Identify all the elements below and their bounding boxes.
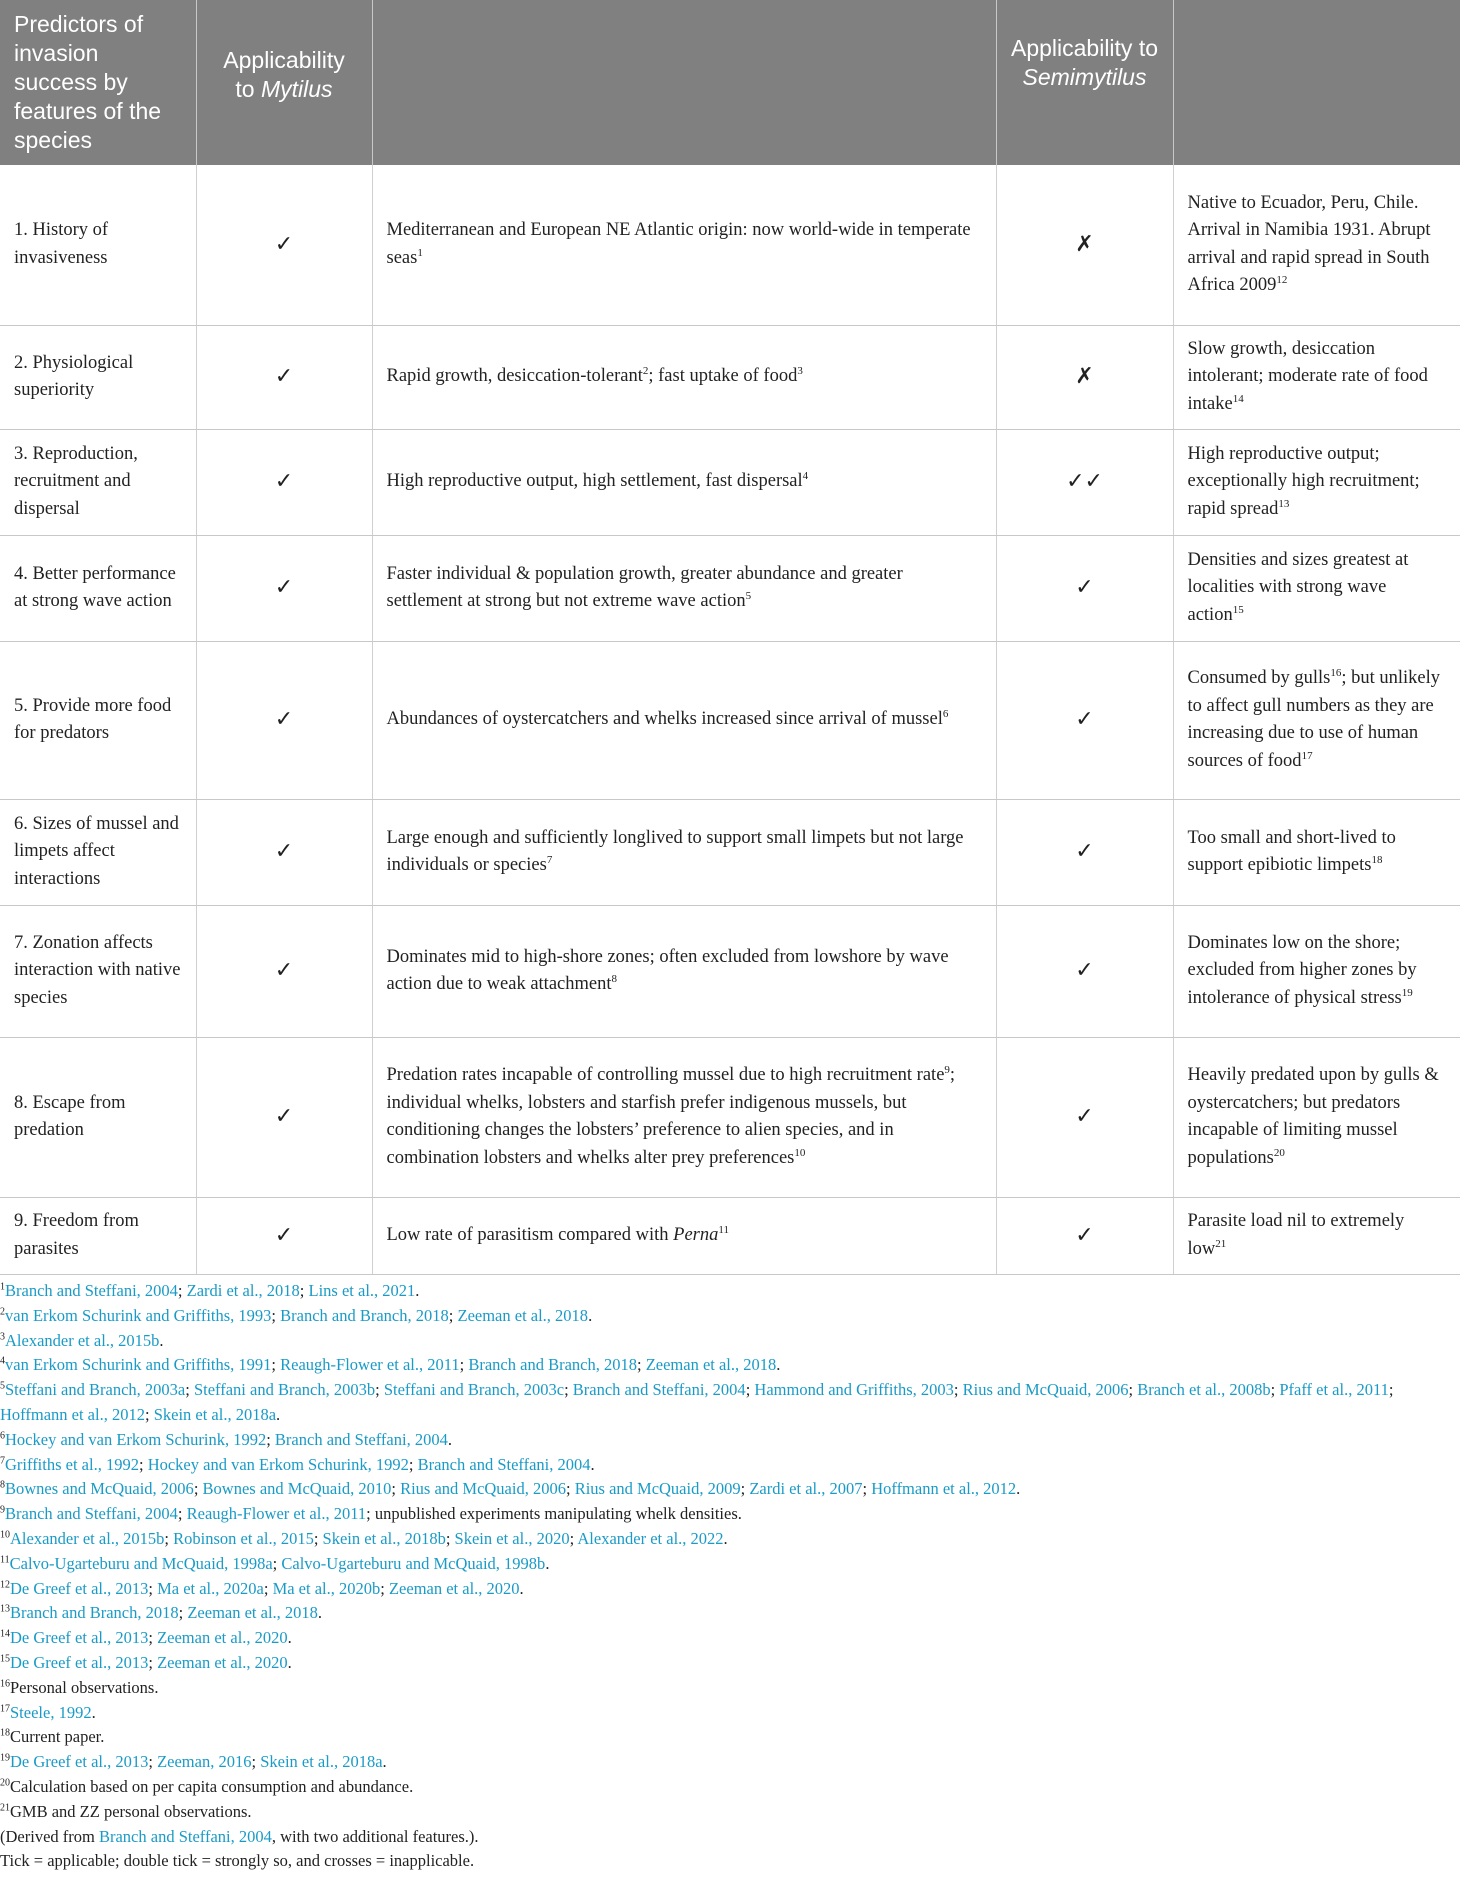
predictor-cell: 5. Provide more food for predators (0, 641, 196, 799)
header-semimytilus-notes (1173, 0, 1460, 165)
reference-link[interactable]: Alexander et al., 2015b (10, 1528, 165, 1548)
mytilus-description: Predation rates incapable of controlling mussel due to high recruitment rate$^9$; individual whelks, lobsters and starfish prefer indigenous mussels, but conditioning changes the lobsters’ preference to alien species, and in combination lobsters and whelks alter prey preferences$^{10}$ (372, 1037, 996, 1197)
footnote-number: 19 (0, 1752, 10, 1764)
mytilus-mark: ✓ (196, 535, 372, 641)
footnote-number: 4 (0, 1355, 5, 1367)
reference-link[interactable]: De Greef et al., 2013 (10, 1652, 149, 1672)
predictor-cell: 9. Freedom from parasites (0, 1197, 196, 1274)
mytilus-mark: ✓ (196, 1197, 372, 1274)
reference-link[interactable]: Robinson et al., 2015 (173, 1528, 314, 1548)
reference-link[interactable]: Hoffmann et al., 2012 (0, 1404, 145, 1424)
reference-link[interactable]: Branch and Branch, 2018 (280, 1305, 449, 1325)
header-semimytilus: Applicability to Semimytilus (996, 0, 1173, 165)
semimytilus-description: Slow growth, desiccation intolerant; moderate rate of food intake$^{14}$ (1173, 325, 1460, 429)
reference-link[interactable]: Skein et al., 2020 (454, 1528, 570, 1548)
reference-link[interactable]: Reaugh-Flower et al., 2011 (280, 1355, 460, 1375)
semimytilus-description: Too small and short-lived to support epibiotic limpets$^{18}$ (1173, 799, 1460, 905)
footnote-number: 7 (0, 1455, 5, 1467)
predictor-cell: 7. Zonation affects interaction with native species (0, 905, 196, 1037)
predictor-cell: 2. Physiological superiority (0, 325, 196, 429)
semimytilus-mark: ✗ (996, 165, 1173, 325)
reference-link[interactable]: Rius and McQuaid, 2006 (400, 1479, 566, 1499)
predictor-cell: 1. History of invasiveness (0, 165, 196, 325)
reference-link[interactable]: Rius and McQuaid, 2009 (574, 1479, 741, 1499)
mytilus-description: Low rate of parasitism compared with Perna$^{11}$ (372, 1197, 996, 1274)
semimytilus-description: Heavily predated upon by gulls & oystercatchers; but predators incapable of limiting mussel populations$^{20}$ (1173, 1037, 1460, 1197)
semimytilus-description: Dominates low on the shore; excluded from higher zones by intolerance of physical stress$^{19}$ (1173, 905, 1460, 1037)
header-mytilus: Applicability to Mytilus (196, 0, 372, 165)
footnote-number: 9 (0, 1504, 5, 1516)
footnotes (0, 1279, 1460, 1874)
mytilus-mark: ✓ (196, 905, 372, 1037)
reference-link[interactable]: Branch and Branch, 2018 (468, 1355, 637, 1375)
footnote-text: GMB and ZZ personal observations. (10, 1801, 252, 1821)
reference-link[interactable]: Branch and Steffani, 2004 (5, 1281, 178, 1300)
reference-link[interactable]: Zeeman et al., 2018 (457, 1305, 589, 1325)
table-row (0, 1037, 1460, 1197)
reference-link[interactable]: Skein et al., 2018a (260, 1752, 383, 1772)
legend-note: Tick = applicable; double tick = strongly so, and crosses = inapplicable. (0, 1851, 475, 1871)
footnote-8: $^8$Bownes and McQuaid, 2006; Bownes and McQuaid, 2010; Rius and McQuaid, 2006; Rius and McQuaid, 2009; Zardi et al., 2007; Hoffmann et al., 2012. (0, 1479, 1021, 1499)
mytilus-description: Dominates mid to high-shore zones; often excluded from lowshore by wave action due to weak attachment$^8$ (372, 905, 996, 1037)
mytilus-description: Faster individual & population growth, greater abundance and greater settlement at strong but not extreme wave action$^5$ (372, 535, 996, 641)
footnote-number: 14 (0, 1628, 10, 1640)
reference-link[interactable]: Ma et al., 2020a (157, 1578, 264, 1598)
footnote-10: $^{10}$Alexander et al., 2015b; Robinson et al., 2015; Skein et al., 2018b; Skein et al., 2020; Alexander et al., 2022. (0, 1528, 728, 1548)
predictor-cell: 3. Reproduction, recruitment and dispersal (0, 429, 196, 535)
footnote-text: Calculation based on per capita consumption and abundance. (10, 1776, 414, 1796)
reference-link[interactable]: Calvo-Ugarteburu and McQuaid, 1998a (9, 1553, 273, 1573)
mytilus-description: Rapid growth, desiccation-tolerant$^2$; fast uptake of food$^3$ (372, 325, 996, 429)
table-row (0, 641, 1460, 799)
footnote-13: $^{13}$Branch and Branch, 2018; Zeeman et al., 2018. (0, 1603, 323, 1623)
footnote-text: Current paper. (10, 1727, 105, 1747)
footnote-16 (0, 1676, 1460, 1701)
header-predictors: Predictors of invasion success by features of the species (0, 0, 196, 165)
reference-link[interactable]: Zeeman et al., 2020 (157, 1652, 288, 1672)
reference-link[interactable]: Pfaff et al., 2011 (1279, 1380, 1389, 1400)
table-row (0, 429, 1460, 535)
footnote-number: 13 (0, 1603, 10, 1615)
table-row (0, 905, 1460, 1037)
reference-link[interactable]: Branch et al., 2008b (1137, 1380, 1271, 1400)
footnote-7: $^7$Griffiths et al., 1992; Hockey and van Erkom Schurink, 1992; Branch and Steffani, 2004. (0, 1454, 595, 1474)
semimytilus-mark: ✗ (996, 325, 1173, 429)
footnote-15: $^{15}$De Greef et al., 2013; Zeeman et al., 2020. (0, 1652, 292, 1672)
footnote-14: $^{14}$De Greef et al., 2013; Zeeman et al., 2020. (0, 1628, 292, 1648)
semimytilus-mark: ✓ (996, 641, 1173, 799)
table-row (0, 165, 1460, 325)
header-mytilus-notes (372, 0, 996, 165)
reference-link[interactable]: Griffiths et al., 1992 (5, 1454, 139, 1474)
footnote-number: 20 (0, 1777, 10, 1789)
reference-link[interactable]: Steffani and Branch, 2003c (383, 1380, 565, 1400)
reference-link[interactable]: Hoffmann et al., 2012 (871, 1479, 1017, 1499)
reference-link[interactable]: van Erkom Schurink and Griffiths, 1991 (5, 1355, 272, 1375)
footnote-number: 3 (0, 1331, 5, 1343)
reference-link[interactable]: Hockey and van Erkom Schurink, 1992 (147, 1454, 409, 1474)
footnote-number: 17 (0, 1703, 10, 1715)
mytilus-mark: ✓ (196, 325, 372, 429)
reference-link[interactable]: Branch and Branch, 2018 (10, 1603, 179, 1623)
predictor-cell: 6. Sizes of mussel and limpets affect interactions (0, 799, 196, 905)
reference-link[interactable]: Steffani and Branch, 2003b (193, 1380, 376, 1400)
reference-link[interactable]: Branch and Steffani, 2004 (5, 1504, 178, 1524)
reference-link[interactable]: Steele, 1992 (10, 1702, 92, 1722)
mytilus-mark: ✓ (196, 165, 372, 325)
semimytilus-description: High reproductive output; exceptionally high recruitment; rapid spread$^{13}$ (1173, 429, 1460, 535)
mytilus-description: Abundances of oystercatchers and whelks increased since arrival of mussel$^6$ (372, 641, 996, 799)
reference-link[interactable]: Hockey and van Erkom Schurink, 1992 (5, 1429, 267, 1449)
reference-link[interactable]: Lins et al., 2021 (308, 1281, 416, 1300)
reference-link[interactable]: Branch and Steffani, 2004 (274, 1429, 448, 1449)
reference-link[interactable]: Reaugh-Flower et al., 2011 (186, 1504, 367, 1524)
predictor-cell: 8. Escape from predation (0, 1037, 196, 1197)
reference-link[interactable]: Branch and Steffani, 2004 (572, 1380, 746, 1400)
table-row (0, 799, 1460, 905)
footnote-2: $^2$van Erkom Schurink and Griffiths, 1993; Branch and Branch, 2018; Zeeman et al., 2018. (0, 1305, 593, 1325)
reference-link[interactable]: Branch and Steffani, 2004 (98, 1826, 272, 1846)
derived-prefix: (Derived from (0, 1826, 99, 1846)
reference-link[interactable]: Alexander et al., 2022 (577, 1528, 724, 1548)
footnote-text: Personal observations. (10, 1677, 159, 1697)
reference-link[interactable]: Zeeman et al., 2020 (388, 1578, 520, 1598)
reference-link[interactable]: De Greef et al., 2013 (10, 1752, 149, 1772)
footnote-5: $^5$Steffani and Branch, 2003a; Steffani and Branch, 2003b; Steffani and Branch, 2003c; Branch and Steffani, 2004; Hammond and Griffiths, 2003; Rius and McQuaid, 2006; Branch et al., 2008b; Pfaff et al., 2011; Hoffmann et al., 2012; Skein et al., 2018a. (0, 1380, 1394, 1424)
footnote-number: 6 (0, 1430, 5, 1442)
footnote-17: $^{17}$Steele, 1992. (0, 1702, 96, 1722)
reference-link[interactable]: Zeeman, 2016 (157, 1752, 252, 1772)
footnote-number: 11 (0, 1554, 10, 1566)
footnote-18 (0, 1725, 1460, 1750)
semimytilus-description: Native to Ecuador, Peru, Chile. Arrival in Namibia 1931. Abrupt arrival and rapid spread in South Africa 2009$^{12}$ (1173, 165, 1460, 325)
reference-link[interactable]: De Greef et al., 2013 (10, 1578, 149, 1598)
predictor-cell: 4. Better performance at strong wave action (0, 535, 196, 641)
reference-link[interactable]: Skein et al., 2018b (322, 1528, 446, 1548)
reference-link[interactable]: Zeeman et al., 2018 (645, 1355, 777, 1375)
semimytilus-mark: ✓ (996, 799, 1173, 905)
footnote-11: $^{11}$Calvo-Ugarteburu and McQuaid, 1998a; Calvo-Ugarteburu and McQuaid, 1998b. (0, 1553, 550, 1573)
mytilus-description: Large enough and sufficiently longlived to support small limpets but not large individuals or species$^7$ (372, 799, 996, 905)
footnote-19: $^{19}$De Greef et al., 2013; Zeeman, 2016; Skein et al., 2018a. (0, 1752, 387, 1772)
footnote-number: 18 (0, 1727, 10, 1739)
footnote-12: $^{12}$De Greef et al., 2013; Ma et al., 2020a; Ma et al., 2020b; Zeeman et al., 2020. (0, 1578, 524, 1598)
footnote-number: 16 (0, 1678, 10, 1690)
mytilus-mark: ✓ (196, 1037, 372, 1197)
footnote-20 (0, 1775, 1460, 1800)
reference-link[interactable]: Steffani and Branch, 2003a (5, 1380, 186, 1400)
mytilus-mark: ✓ (196, 799, 372, 905)
footnote-3: $^3$Alexander et al., 2015b. (0, 1330, 164, 1350)
reference-link[interactable]: Bownes and McQuaid, 2010 (202, 1479, 392, 1499)
semimytilus-description: Densities and sizes greatest at localities with strong wave action$^{15}$ (1173, 535, 1460, 641)
reference-link[interactable]: Alexander et al., 2015b (5, 1330, 160, 1350)
footnote-number: 10 (0, 1529, 10, 1541)
footnote-number: 15 (0, 1653, 10, 1665)
table-row (0, 325, 1460, 429)
mytilus-description: Mediterranean and European NE Atlantic origin: now world-wide in temperate seas$^1$ (372, 165, 996, 325)
reference-link[interactable]: Zardi et al., 2018 (186, 1281, 300, 1300)
footnote-number: 21 (0, 1802, 10, 1814)
table-row (0, 535, 1460, 641)
semimytilus-mark: ✓ (996, 1197, 1173, 1274)
reference-link[interactable]: Bownes and McQuaid, 2006 (5, 1479, 194, 1499)
footnote-9: $^9$Branch and Steffani, 2004; Reaugh-Flower et al., 2011; unpublished experiments manipulating whelk densities. (0, 1504, 742, 1524)
footnote-number: 12 (0, 1579, 10, 1591)
reference-link[interactable]: Calvo-Ugarteburu and McQuaid, 1998b (281, 1553, 546, 1573)
reference-link[interactable]: Zeeman et al., 2018 (187, 1603, 318, 1623)
semimytilus-mark: ✓ (996, 535, 1173, 641)
reference-link[interactable]: De Greef et al., 2013 (10, 1628, 149, 1648)
table-row (0, 1197, 1460, 1274)
semimytilus-description: Consumed by gulls$^{16}$; but unlikely to affect gull numbers as they are increasing due to use of human sources of food$^{17}$ (1173, 641, 1460, 799)
footnote-number: 1 (0, 1281, 5, 1293)
reference-link[interactable]: Skein et al., 2018a (153, 1404, 277, 1424)
footnote-4: $^4$van Erkom Schurink and Griffiths, 1991; Reaugh-Flower et al., 2011; Branch and Branch, 2018; Zeeman et al., 2018. (0, 1355, 781, 1375)
derived-suffix: , with two additional features.). (271, 1826, 479, 1846)
footnote-number: 2 (0, 1306, 5, 1318)
semimytilus-mark: ✓✓ (996, 429, 1173, 535)
semimytilus-description: Parasite load nil to extremely low$^{21}$ (1173, 1197, 1460, 1274)
reference-link[interactable]: van Erkom Schurink and Griffiths, 1993 (5, 1305, 272, 1325)
footnote-1: $^1$Branch and Steffani, 2004; Zardi et al., 2018; Lins et al., 2021. (0, 1281, 420, 1300)
reference-link[interactable]: Ma et al., 2020b (272, 1578, 381, 1598)
mytilus-mark: ✓ (196, 641, 372, 799)
mytilus-mark: ✓ (196, 429, 372, 535)
reference-link[interactable]: Branch and Steffani, 2004 (417, 1454, 591, 1474)
footnote-21 (0, 1800, 1460, 1825)
semimytilus-mark: ✓ (996, 905, 1173, 1037)
derived-note (0, 1825, 1460, 1850)
reference-link[interactable]: Rius and McQuaid, 2006 (962, 1380, 1129, 1400)
reference-link[interactable]: Zardi et al., 2007 (749, 1479, 863, 1499)
semimytilus-mark: ✓ (996, 1037, 1173, 1197)
footnote-number: 8 (0, 1479, 5, 1491)
footnote-text: ; unpublished experiments manipulating whelk densities. (366, 1504, 742, 1524)
header-row (0, 0, 1460, 165)
reference-link[interactable]: Zeeman et al., 2020 (157, 1628, 288, 1648)
reference-link[interactable]: Hammond and Griffiths, 2003 (754, 1380, 954, 1400)
mytilus-description: High reproductive output, high settlement, fast dispersal$^4$ (372, 429, 996, 535)
footnote-number: 5 (0, 1380, 5, 1392)
footnote-6: $^6$Hockey and van Erkom Schurink, 1992; Branch and Steffani, 2004. (0, 1429, 452, 1449)
